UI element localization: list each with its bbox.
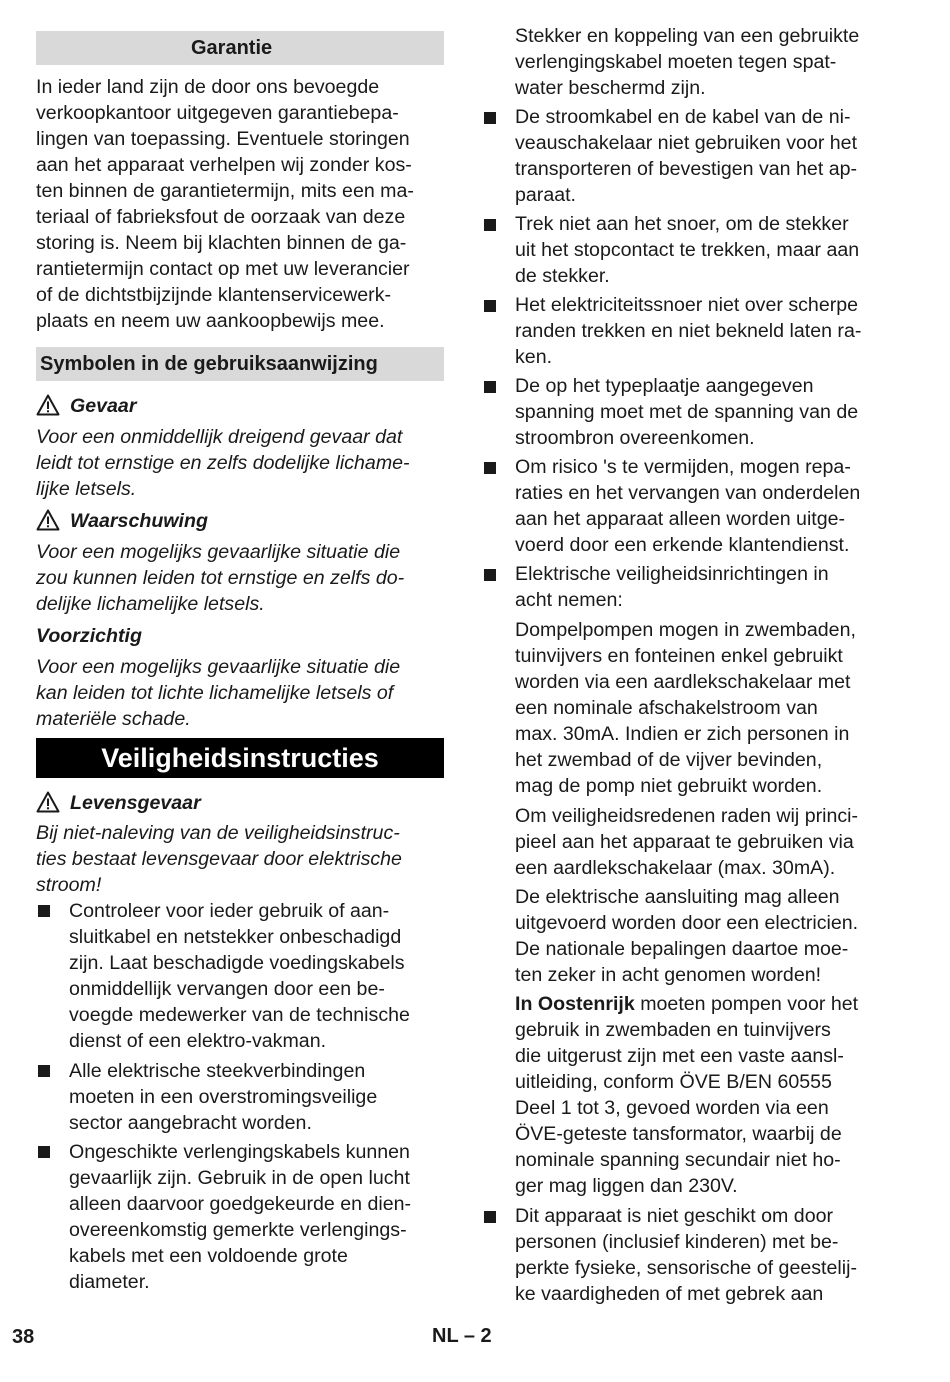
text-line: een aardlekschakelaar (max. 30mA). bbox=[515, 857, 836, 879]
text-line: transporteren of bevestigen van het ap- bbox=[515, 158, 858, 180]
section-title: Garantie bbox=[191, 37, 273, 59]
text-line: of de dichtstbijzijnde klantenservicewerk- bbox=[36, 284, 392, 306]
text-line: acht nemen: bbox=[515, 589, 623, 611]
levensgevaar-heading bbox=[36, 790, 201, 816]
text-line: De op het typeplaatje aangegeven bbox=[515, 375, 814, 397]
page-number: 38 bbox=[12, 1326, 35, 1348]
warning-triangle-icon bbox=[36, 394, 60, 416]
text-line: ken. bbox=[515, 346, 553, 368]
bullet-square bbox=[484, 462, 496, 474]
text-line: Voor een onmiddellijk dreigend gevaar dat bbox=[36, 426, 403, 448]
text-line: overeenkomstig gemerkte verlengings- bbox=[69, 1219, 407, 1241]
text-line: Stekker en koppeling van een gebruikte bbox=[515, 25, 860, 47]
bullet-square bbox=[484, 219, 496, 231]
waarschuwing-title: Waarschuwing bbox=[70, 510, 208, 532]
text-line: verlengingskabel moeten tegen spat- bbox=[515, 51, 837, 73]
text-line: randen trekken en niet bekneld laten ra- bbox=[515, 320, 862, 342]
text-line: uit het stopcontact te trekken, maar aan bbox=[515, 239, 860, 261]
text-line: nominale spanning secundair niet ho- bbox=[515, 1149, 841, 1171]
text-line: storing is. Neem bij klachten binnen de ga- bbox=[36, 232, 407, 254]
text-line: worden via een aardlekschakelaar met bbox=[515, 671, 851, 693]
bullet-square bbox=[38, 1065, 50, 1077]
text-line: gebruik in zwembaden en tuinvijvers bbox=[515, 1019, 831, 1041]
text-line: Trek niet aan het snoer, om de stekker bbox=[515, 213, 849, 235]
section-veiligheid-header: Veiligheidsinstructies bbox=[36, 738, 444, 778]
text-line: Voor een mogelijks gevaarlijke situatie die bbox=[36, 541, 401, 563]
text-line: delijke lichamelijke letsels. bbox=[36, 593, 265, 615]
text-line: zijn. Laat beschadigde voedingskabels bbox=[69, 952, 405, 974]
text-line bbox=[515, 991, 858, 1017]
text-line: gevaarlijk zijn. Gebruik in de open lucht bbox=[69, 1167, 410, 1189]
text-line: de stekker. bbox=[515, 265, 610, 287]
text-line: water beschermd zijn. bbox=[515, 77, 706, 99]
text-line: voerd door een erkende klantendienst. bbox=[515, 534, 850, 556]
text-line: Bij niet-naleving van de veiligheidsinstruc- bbox=[36, 822, 400, 844]
text-line: In ieder land zijn de door ons bevoegde bbox=[36, 76, 380, 98]
text-line: rantietermijn contact op met uw leverancier bbox=[36, 258, 410, 280]
text-line: De elektrische aansluiting mag alleen bbox=[515, 886, 840, 908]
text-line: moeten in een overstromingsveilige bbox=[69, 1086, 378, 1108]
text-line: uitleiding, conform ÖVE B/EN 60555 bbox=[515, 1071, 832, 1093]
oostenrijk-lead: In Oostenrijk bbox=[515, 993, 635, 1015]
text-line: zou kunnen leiden tot ernstige en zelfs do- bbox=[36, 567, 405, 589]
text-line: raties en het vervangen van onderdelen bbox=[515, 482, 861, 504]
section-title: Symbolen in de gebruiksaanwijzing bbox=[40, 353, 378, 375]
text-line: verkoopkantoor uitgegeven garantiebepa- bbox=[36, 102, 399, 124]
bullet-square bbox=[484, 112, 496, 124]
bullet-square bbox=[38, 1146, 50, 1158]
text-line: personen (inclusief kinderen) met be- bbox=[515, 1231, 839, 1253]
text-line: lijke letsels. bbox=[36, 478, 137, 500]
warning-triangle-icon bbox=[36, 509, 60, 531]
section-symbolen-header bbox=[36, 347, 444, 381]
text-line: Alle elektrische steekverbindingen bbox=[69, 1060, 366, 1082]
voorzichtig-heading: Voorzichtig bbox=[36, 625, 142, 647]
text-line: veauschakelaar niet gebruiken voor het bbox=[515, 132, 858, 154]
text-line: Het elektriciteitssnoer niet over scherpe bbox=[515, 294, 859, 316]
bullet-square bbox=[484, 1211, 496, 1223]
warning-triangle-icon bbox=[36, 791, 60, 813]
text-line: De stroomkabel en de kabel van de ni- bbox=[515, 106, 851, 128]
text-line: leidt tot ernstige en zelfs dodelijke lichame- bbox=[36, 452, 410, 474]
text-line: kan leiden tot lichte lichamelijke letsels of bbox=[36, 682, 394, 704]
text-line: stroombron overeenkomen. bbox=[515, 427, 755, 449]
text-line: die uitgerust zijn met een vaste aansl- bbox=[515, 1045, 844, 1067]
text-line: sluitkabel en netstekker onbeschadigd bbox=[69, 926, 402, 948]
language-page-label: NL – 2 bbox=[432, 1325, 492, 1347]
text-line: Voor een mogelijks gevaarlijke situatie die bbox=[36, 656, 401, 678]
text-line: voegde medewerker van de technische bbox=[69, 1004, 410, 1026]
text-line: perkte fysieke, sensorische of geestelij- bbox=[515, 1257, 857, 1279]
text-line: aan het apparaat alleen worden uitge- bbox=[515, 508, 846, 530]
text-line: stroom! bbox=[36, 874, 102, 896]
text-line: De nationale bepalingen daartoe moe- bbox=[515, 938, 849, 960]
text-line: teriaal of fabrieksfout de oorzaak van deze bbox=[36, 206, 406, 228]
text-line: tuinvijvers en fonteinen enkel gebruikt bbox=[515, 645, 843, 667]
text-line: Om veiligheidsredenen raden wij princi- bbox=[515, 805, 859, 827]
text-line: een nominale afschakelstroom van bbox=[515, 697, 818, 719]
text-line: Ongeschikte verlengingskabels kunnen bbox=[69, 1141, 410, 1163]
text-line: Dit apparaat is niet geschikt om door bbox=[515, 1205, 834, 1227]
text-line: kabels met een voldoende grote bbox=[69, 1245, 348, 1267]
text-line: Elektrische veiligheidsinrichtingen in bbox=[515, 563, 829, 585]
text-line: Dompelpompen mogen in zwembaden, bbox=[515, 619, 856, 641]
section-garantie-header bbox=[36, 31, 444, 65]
text-line: mag de pomp niet gebruikt worden. bbox=[515, 775, 823, 797]
text-line: ten zeker in acht genomen worden! bbox=[515, 964, 822, 986]
text-line: pieel aan het apparaat te gebruiken via bbox=[515, 831, 854, 853]
text-line: paraat. bbox=[515, 184, 577, 206]
text-line: ke vaardigheden of met gebrek aan bbox=[515, 1283, 824, 1305]
text-line: plaats en neem uw aankoopbewijs mee. bbox=[36, 310, 385, 332]
text-line: het zwembad of de vijver bevinden, bbox=[515, 749, 823, 771]
text-line: lingen van toepassing. Eventuele storingen bbox=[36, 128, 410, 150]
text-line: Deel 1 tot 3, gevoed worden via een bbox=[515, 1097, 829, 1119]
text-line: alleen daarvoor goedgekeurde en dien- bbox=[69, 1193, 412, 1215]
text-line: Om risico 's te vermijden, mogen repa- bbox=[515, 456, 851, 478]
gevaar-title: Gevaar bbox=[70, 395, 137, 417]
text-line: onmiddellijk vervangen door een be- bbox=[69, 978, 385, 1000]
oostenrijk-first-rest: moeten pompen voor het bbox=[634, 993, 859, 1015]
waarschuwing-heading bbox=[36, 508, 208, 534]
text-line: dienst of een elektro-vakman. bbox=[69, 1030, 327, 1052]
text-line: sector aangebracht worden. bbox=[69, 1112, 312, 1134]
bullet-square bbox=[484, 569, 496, 581]
text-line: ties bestaat levensgevaar door elektrische bbox=[36, 848, 402, 870]
text-line: ÖVE-geteste tansformator, waarbij de bbox=[515, 1123, 842, 1145]
text-line: spanning moet met de spanning van de bbox=[515, 401, 859, 423]
text-line: ger mag liggen dan 230V. bbox=[515, 1175, 738, 1197]
gevaar-heading bbox=[36, 393, 136, 419]
bullet-square bbox=[38, 905, 50, 917]
text-line: diameter. bbox=[69, 1271, 150, 1293]
text-line: max. 30mA. Indien er zich personen in bbox=[515, 723, 850, 745]
text-line: ten binnen de garantietermijn, mits een ma- bbox=[36, 180, 414, 202]
levensgevaar-title: Levensgevaar bbox=[70, 792, 201, 814]
text-line: Controleer voor ieder gebruik of aan- bbox=[69, 900, 390, 922]
text-line: aan het apparaat verhelpen wij zonder kos- bbox=[36, 154, 412, 176]
text-line: uitgevoerd worden door een electricien. bbox=[515, 912, 859, 934]
bullet-square bbox=[484, 300, 496, 312]
bullet-square bbox=[484, 381, 496, 393]
text-line: materiële schade. bbox=[36, 708, 191, 730]
